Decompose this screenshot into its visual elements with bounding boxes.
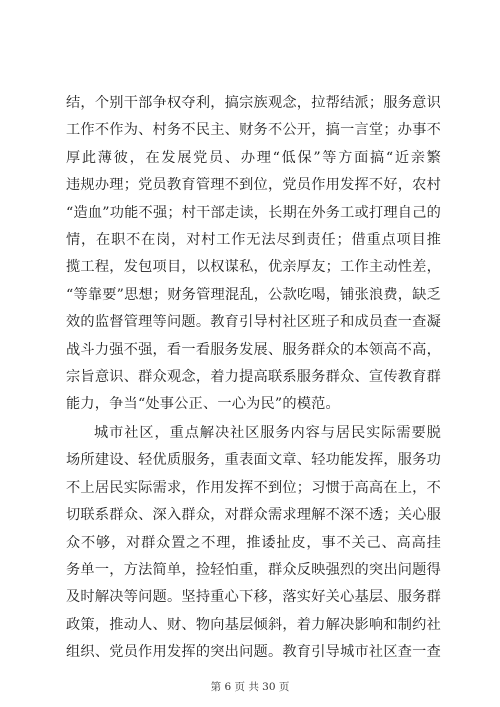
paragraph-line: 揽工程，发包项目，以权谋私，优亲厚友；工作主动性差， (66, 259, 441, 276)
paragraph-line: 及时解决等问题。坚持重心下移，落实好关心基层、服务群 (66, 589, 441, 606)
paragraph-line: 场所建设、轻优质服务，重表面文章、轻功能发挥，服务功 (66, 452, 441, 469)
paragraph-line: 组织、党员作用发挥的突出问题。教育引导城市社区查一查 (66, 644, 441, 661)
page-footer (0, 679, 500, 694)
paragraph-line: 工作不作为、村务不民主、财务不公开，搞一言堂；办事不 (66, 122, 441, 139)
paragraph-line: 结，个别干部争权夺利，搞宗族观念，拉帮结派；服务意识 (66, 95, 441, 111)
paragraph-line: 切联系群众、深入群众，对群众需求理解不深不透；关心服 (66, 507, 441, 524)
paragraph-line: 战斗力强不强，看一看服务发展、服务群众的本领高不高， (66, 341, 441, 358)
paragraph-line: 不上居民实际需求，作用发挥不到位；习惯于高高在上，不 (66, 479, 441, 496)
paragraph-line: 效的监督管理等问题。教育引导村社区班子和成员查一查凝 (66, 314, 441, 331)
paragraph-line: 众不够，对群众置之不理，推诿扯皮，事不关己、高高挂 (66, 534, 441, 551)
paragraph-line: 政策，推动人、财、物向基层倾斜，着力解决影响和制约社 (66, 616, 441, 633)
page-number: 第 6 页 共 30 页 (210, 681, 290, 693)
paragraph-line: 厚此薄彼，在发展党员、办理“低保”等方面搞“近亲繁 (66, 149, 441, 166)
paragraph-line: 情，在职不在岗，对村工作无法尽到责任；借重点项目推 (66, 231, 441, 248)
paragraph-line: 城市社区，重点解决社区服务内容与居民实际需要脱 (94, 425, 441, 441)
paragraph-line: 能力，争当“处事公正、一心为民”的模范。 (66, 396, 340, 413)
paragraph-line: 宗旨意识、群众观念，着力提高联系服务群众、宣传教育群 (66, 368, 441, 385)
paragraph-line: 违规办理；党员教育管理不到位，党员作用发挥不好，农村 (66, 177, 441, 194)
paragraph-line: “造血”功能不强；村干部走读，长期在外务工或打理自己的 (66, 204, 441, 221)
paragraph-line: “等靠要”思想；财务管理混乱，公款吃喝，铺张浪费，缺乏 (66, 286, 441, 303)
paragraph-rural (66, 90, 441, 419)
paragraph-urban (66, 420, 441, 667)
paragraph-line: 务单一，方法简单，捡轻怕重，群众反映强烈的突出问题得 (66, 561, 441, 578)
